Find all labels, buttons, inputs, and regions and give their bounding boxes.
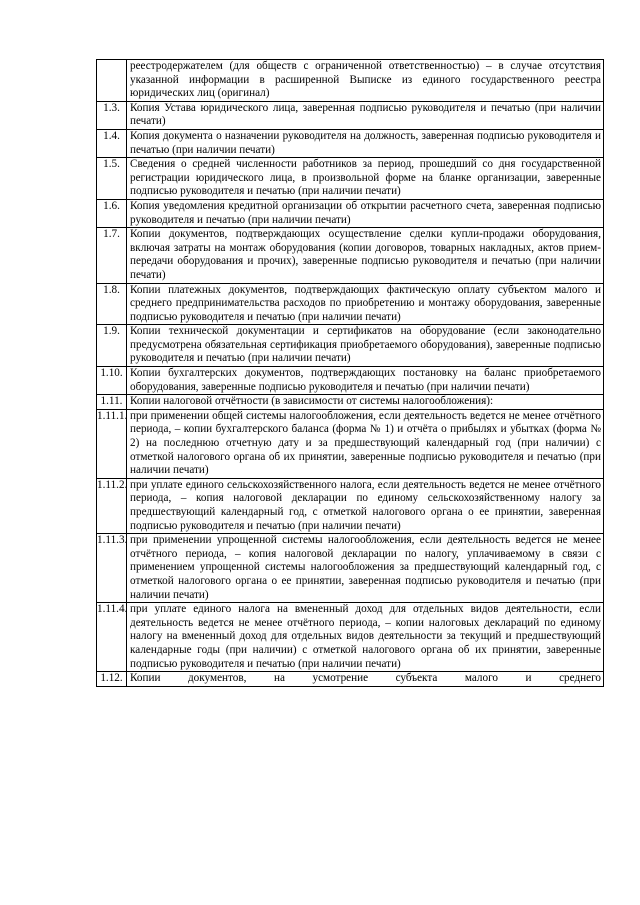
row-number: 1.11. xyxy=(97,395,127,410)
row-number: 1.11.2. xyxy=(97,478,127,533)
row-number: 1.7. xyxy=(97,228,127,283)
table-row xyxy=(97,228,604,283)
row-number: 1.9. xyxy=(97,325,127,367)
row-text: Копии документов, на усмотрение субъекта малого и среднего xyxy=(127,672,604,687)
row-number xyxy=(97,60,127,102)
row-text: Копии налоговой отчётности (в зависимости от системы налогообложения): xyxy=(127,395,604,410)
row-text: Сведения о средней численности работников за период, прошедший со дня государственной регистрации юридического лица, в произвольной форме на бланке организации, заверенные подписью руководителя и печатью (при наличии печати) xyxy=(127,158,604,200)
row-number: 1.4. xyxy=(97,129,127,157)
table-row xyxy=(97,158,604,200)
table-row xyxy=(97,283,604,325)
row-text: при уплате единого налога на вмененный доход для отдельных видов деятельности, если деятельность ведется не менее отчётного периода, – копии налоговых деклараций по единому налогу на вмененный доход для отдельных видов деятельности за текущий и предшествующий календарные годы (при наличии) с отметкой налогового органа об их принятии, заверенные подписью руководителя и печатью (при наличии печати) xyxy=(127,603,604,672)
row-text: Копия Устава юридического лица, заверенная подписью руководителя и печатью (при наличии печати) xyxy=(127,101,604,129)
documents-table xyxy=(96,59,604,687)
table-row xyxy=(97,101,604,129)
row-text: Копии платежных документов, подтверждающих фактическую оплату субъектом малого и среднего предпринимательства расходов по приобретению и монтажу оборудования, заверенные подписью руководителя и печатью (при наличии печати) xyxy=(127,283,604,325)
table-row xyxy=(97,129,604,157)
row-number: 1.12. xyxy=(97,672,127,687)
row-text: при уплате единого сельскохозяйственного налога, если деятельность ведется не менее отчётного периода, – копия налоговой декларации по единому сельскохозяйственному налогу за предшествующий календарный год, с отметкой налогового органа о ее принятии, заверенная подписью руководителя и печатью (при наличии печати) xyxy=(127,478,604,533)
table-row xyxy=(97,478,604,533)
row-text: при применении упрощенной системы налогообложения, если деятельность ведется не менее отчётного периода, – копия налоговой декларации по налогу, уплачиваемому в связи с применением упрощенной системы налогообложения за предшествующий календарный год, с отметкой налогового органа о ее принятии, заверенная подписью руководителя и печатью (при наличии печати) xyxy=(127,534,604,603)
table-row xyxy=(97,367,604,395)
row-text: Копии бухгалтерских документов, подтверждающих постановку на баланс приобретаемого оборудования, заверенные подписью руководителя и печатью (при наличии печати) xyxy=(127,367,604,395)
table-row xyxy=(97,395,604,410)
row-text: Копии технической документации и сертификатов на оборудование (если законодательно предусмотрена обязательная сертификация приобретаемого оборудования), заверенные подписью руководителя и печатью (при наличии печати) xyxy=(127,325,604,367)
row-number: 1.11.4. xyxy=(97,603,127,672)
row-text: при применении общей системы налогообложения, если деятельность ведется не менее отчётного периода, – копии бухгалтерского баланса (форма № 1) и отчёта о прибылях и убытках (форма № 2) на последнюю отчетную дату и за предшествующий календарный год (при наличии) с отметкой налогового органа об их принятии, заверенные подписью руководителя и печатью (при наличии печати) xyxy=(127,409,604,478)
row-text: Копия уведомления кредитной организации об открытии расчетного счета, заверенная подписью руководителя и печатью (при наличии печати) xyxy=(127,199,604,227)
row-text: реестродержателем (для обществ с ограниченной ответственностью) – в случае отсутствия указанной информации в расширенной Выписке из единого государственного реестра юридических лиц (оригинал) xyxy=(127,60,604,102)
row-text: Копия документа о назначении руководителя на должность, заверенная подписью руководителя и печатью (при наличии печати) xyxy=(127,129,604,157)
table-row xyxy=(97,325,604,367)
table-row xyxy=(97,60,604,102)
row-number: 1.3. xyxy=(97,101,127,129)
table-row xyxy=(97,672,604,687)
row-number: 1.11.3. xyxy=(97,534,127,603)
row-number: 1.5. xyxy=(97,158,127,200)
row-number: 1.11.1. xyxy=(97,409,127,478)
row-text: Копии документов, подтверждающих осуществление сделки купли-продажи оборудования, включая затраты на монтаж оборудования (копии договоров, товарных накладных, актов прием-передачи оборудования и прочих), заверенные подписью руководителя и печатью (при наличии печати) xyxy=(127,228,604,283)
row-number: 1.8. xyxy=(97,283,127,325)
table-row xyxy=(97,199,604,227)
row-number: 1.6. xyxy=(97,199,127,227)
table-row xyxy=(97,409,604,478)
row-number: 1.10. xyxy=(97,367,127,395)
document-page xyxy=(96,59,604,687)
table-row xyxy=(97,603,604,672)
table-row xyxy=(97,534,604,603)
